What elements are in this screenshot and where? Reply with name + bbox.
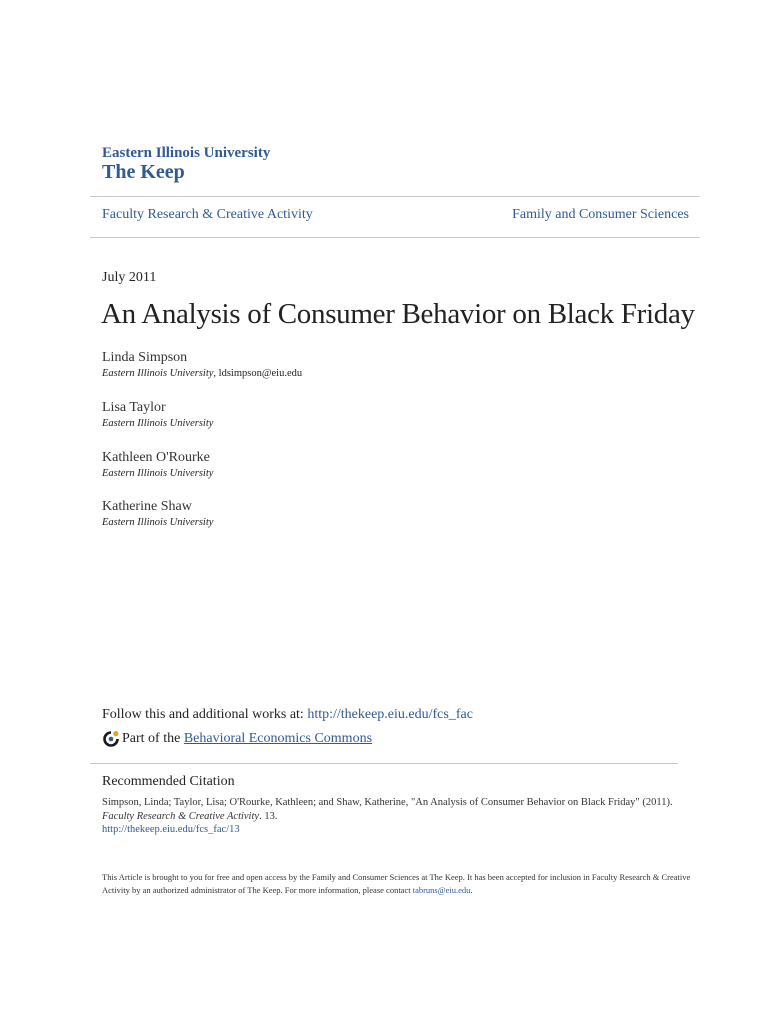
series-link[interactable]: Faculty Research & Creative Activity <box>102 207 313 222</box>
header-divider-top <box>90 196 700 197</box>
citation-heading: Recommended Citation <box>102 774 235 789</box>
author-name: Katherine Shaw <box>102 499 192 514</box>
citation-series: Faculty Research & Creative Activity <box>102 810 260 822</box>
notice-suffix: . <box>470 885 473 895</box>
author-block <box>102 350 302 379</box>
author-block <box>102 499 213 528</box>
author-name: Linda Simpson <box>102 350 188 365</box>
notice-text: This Article is brought to you for free and open access by the Family and Consumer Sciences at The Keep. It has been accepted for inclusion in Faculty Research & Creative Activity by an authorized administrator of The Keep. For more information, please contact <box>102 872 691 895</box>
network-logo-icon <box>102 730 120 748</box>
access-notice <box>102 871 702 897</box>
follow-prefix: Follow this and additional works at: <box>102 707 308 722</box>
citation-number: . 13. <box>259 810 278 822</box>
publication-date: July 2011 <box>102 270 157 285</box>
author-email[interactable]: ldsimpson@eiu.edu <box>218 368 303 379</box>
author-name: Kathleen O'Rourke <box>102 450 210 465</box>
citation-divider <box>90 763 678 764</box>
affiliation-name: Eastern Illinois University <box>102 468 214 479</box>
contact-email-link[interactable]: tabruns@eiu.edu <box>412 885 471 895</box>
author-affiliation: Eastern Illinois University, ldsimpson@eiu.edu <box>102 368 303 379</box>
commons-link[interactable]: Behavioral Economics Commons <box>183 731 373 746</box>
header-divider-bottom <box>90 237 700 238</box>
citation-url-link[interactable]: http://thekeep.eiu.edu/fcs_fac/13 <box>102 824 240 835</box>
article-title: An Analysis of Consumer Behavior on Black Friday <box>101 298 695 330</box>
author-affiliation <box>102 517 213 528</box>
repository-name[interactable]: The Keep <box>102 161 185 183</box>
affiliation-name: Eastern Illinois University <box>102 517 214 528</box>
department-link[interactable]: Family and Consumer Sciences <box>512 207 689 222</box>
part-of-prefix: Part of the <box>122 731 181 746</box>
author-block <box>102 450 213 479</box>
citation-text <box>102 796 702 837</box>
institution-name[interactable]: Eastern Illinois University <box>102 145 271 161</box>
author-block <box>102 400 213 429</box>
citation-authors-title: Simpson, Linda; Taylor, Lisa; O'Rourke, Kathleen; and Shaw, Katherine, "An Analysis of Consumer Behavior on Black Friday" (2011). <box>102 797 673 808</box>
part-of-line <box>102 730 372 748</box>
author-affiliation <box>102 468 213 479</box>
author-affiliation <box>102 418 213 429</box>
follow-line <box>102 707 473 723</box>
affiliation-name: Eastern Illinois University <box>102 368 214 379</box>
affiliation-name: Eastern Illinois University <box>102 418 214 429</box>
author-name: Lisa Taylor <box>102 400 166 415</box>
collection-url-link[interactable]: http://thekeep.eiu.edu/fcs_fac <box>307 707 473 722</box>
